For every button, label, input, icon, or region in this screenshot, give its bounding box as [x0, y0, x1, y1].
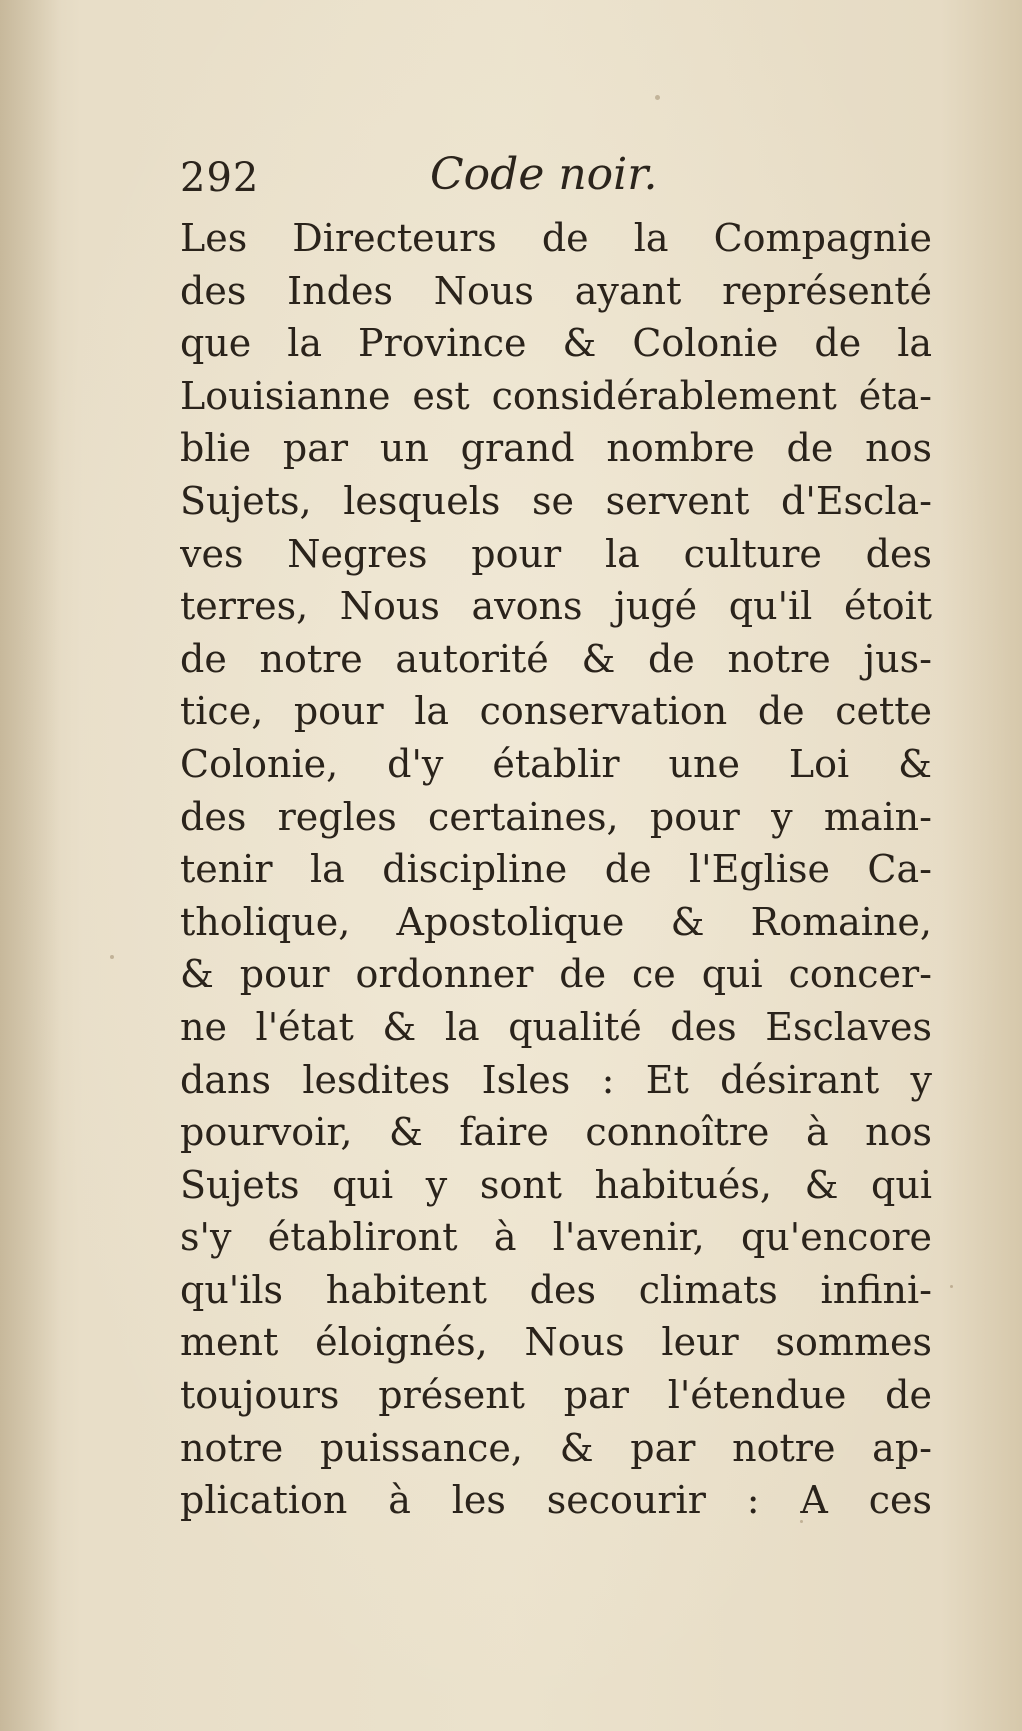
- text-line: dans lesdites Isles : Et désirant y: [180, 1057, 932, 1102]
- text-line: plication à les secourir : A ces: [180, 1478, 932, 1523]
- body-text: [180, 212, 932, 1527]
- paper-speck: [655, 95, 660, 100]
- text-line: Louisianne est considérablement éta-: [180, 373, 932, 418]
- text-line: tholique, Apostolique & Romaine,: [180, 899, 932, 944]
- text-line: des Indes Nous ayant représenté: [180, 268, 932, 313]
- text-line: de notre autorité & de notre jus-: [180, 636, 932, 681]
- paper-speck: [950, 1285, 953, 1288]
- running-title: Code noir.: [430, 149, 658, 200]
- text-line: qu'ils habitent des climats infini-: [180, 1267, 932, 1312]
- text-line: Les Directeurs de la Compagnie: [180, 216, 932, 260]
- text-line: ves Negres pour la culture des: [180, 531, 932, 576]
- text-line: & pour ordonner de ce qui concer-: [180, 952, 932, 997]
- text-line: Sujets, lesquels se servent d'Escla-: [180, 478, 932, 523]
- page-gutter-shadow: [0, 0, 60, 1731]
- text-line: des regles certaines, pour y main-: [180, 794, 932, 839]
- text-line: Colonie, d'y établir une Loi &: [180, 741, 932, 786]
- paper-speck: [110, 955, 114, 959]
- text-line: tenir la discipline de l'Eglise Ca-: [180, 847, 932, 892]
- text-line: ment éloignés, Nous leur sommes: [180, 1320, 932, 1365]
- page-number: 292: [180, 155, 260, 201]
- text-line: tice, pour la conservation de cette: [180, 689, 932, 734]
- text-line: blie par un grand nombre de nos: [180, 426, 932, 471]
- text-line: s'y établiront à l'avenir, qu'encore: [180, 1215, 932, 1260]
- text-line: notre puissance, & par notre ap-: [180, 1425, 932, 1470]
- text-line: que la Province & Colonie de la: [180, 321, 932, 366]
- text-line: ne l'état & la qualité des Esclaves: [180, 1004, 932, 1049]
- text-line: Sujets qui y sont habitués, & qui: [180, 1162, 932, 1207]
- text-line: terres, Nous avons jugé qu'il étoit: [180, 584, 932, 629]
- text-line: toujours présent par l'étendue de: [180, 1373, 932, 1418]
- page-header: [180, 145, 940, 215]
- text-line: pourvoir, & faire connoître à nos: [180, 1110, 932, 1155]
